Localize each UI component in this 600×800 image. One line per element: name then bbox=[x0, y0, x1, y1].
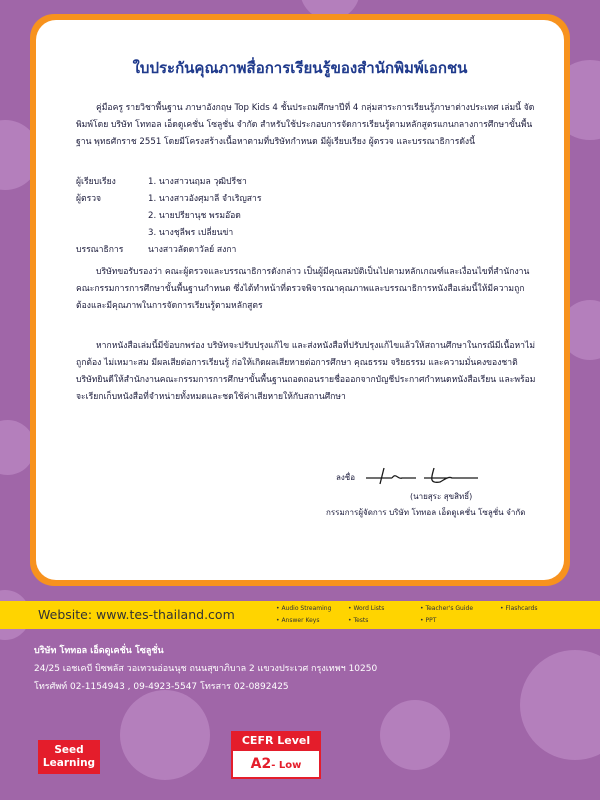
team-list bbox=[76, 174, 536, 259]
document-title: ใบประกันคุณภาพสื่อการเรียนรู้ของสำนักพิมพ์เอกชน bbox=[132, 59, 468, 77]
feature-item: • Teacher's Guide bbox=[420, 605, 473, 612]
cefr-level: A2- Low bbox=[231, 751, 321, 779]
feature-item: • Audio Streaming bbox=[276, 605, 331, 612]
signer-position: กรรมการผู้จัดการ บริษัท โททอล เอ็ดดูเคชั่น โซลูชั่น จำกัด bbox=[326, 508, 526, 517]
liability-paragraph: หากหนังสือเล่มนี้มีข้อบกพร่อง บริษัทจะปรับปรุงแก้ไข และส่งหนังสือที่ปรับปรุงแก้ไขแล้วให้สถานศึกษาในกรณีมีเนื้อหาไม่ถูกต้อง ไม่เหมาะสม มีผลเสียต่อการเรียนรู้ ก่อให้เกิดผลเสียหายต่อการศึกษา คุณธรรม จริยธรรม และความมั่นคงของชาติ บริษัทยินดีให้สำนักงานคณะกรรมการการศึกษาขั้นพื้นฐานถอดถอนรายชื่อออกจากบัญชีประกาศกำหนดหนังสือเรียน และพร้อมจะเรียกเก็บหนังสือที่จำหน่ายทั้งหมดและชดใช้ค่าเสียหายให้กับสถานศึกษา bbox=[76, 341, 536, 402]
sign-label: ลงชื่อ bbox=[336, 473, 356, 482]
team-row: ผู้ตรวจ 1. นางสาวอังศุมาลี จำเริญสาร bbox=[76, 194, 262, 204]
team-row: 3. นางชุลีพร เปลี่ยนข่า bbox=[148, 228, 234, 238]
signer-name: (นายสุระ สุขสิทธิ์) bbox=[410, 492, 473, 501]
feature-item: • Flashcards bbox=[500, 605, 537, 612]
feature-item: • Tests bbox=[348, 617, 368, 624]
feature-item: • Word Lists bbox=[348, 605, 384, 612]
feature-item: • Answer Keys bbox=[276, 617, 319, 624]
company-name: บริษัท โททอล เอ็ดดูเคชั่น โซลูชั่น bbox=[34, 646, 164, 656]
team-row: 2. นายปรียานุช พรมอ๊อด bbox=[148, 211, 241, 221]
cefr-label: CEFR Level bbox=[231, 731, 321, 751]
certificate-card bbox=[36, 20, 564, 580]
seed-learning-logo: Seed Learning bbox=[38, 740, 100, 774]
company-info bbox=[34, 642, 377, 696]
website-link[interactable]: Website: www.tes-thailand.com bbox=[38, 607, 235, 622]
website-bar bbox=[0, 601, 600, 629]
cefr-badge bbox=[231, 731, 321, 779]
intro-paragraph: คู่มือครู รายวิชาพื้นฐาน ภาษาอังกฤษ Top Kids 4 ชั้นประถมศึกษาปีที่ 4 กลุ่มสาระการเรียนรู้ภาษาต่างประเทศ เล่มนี้ จัดพิมพ์โดย บริษัท โททอล เอ็ดดูเคชั่น โซลูชั่น จำกัด สำหรับใช้ประกอบการจัดการเรียนรู้ตามหลักสูตรแกนกลางการศึกษาขั้นพื้นฐาน พุทธศักราช 2551 โดยมีโครงสร้างเนื้อหาตามที่บริษัทกำหนด มีผู้เรียบเรียง ผู้ตรวจ และบรรณาธิการดังนี้ bbox=[76, 103, 535, 147]
signature-mark bbox=[362, 464, 482, 488]
company-address: 24/25 เอชเคบี บิซพลัส วอเทวนอ่อนนุช ถนนสุขาภิบาล 2 แขวงประเวศ กรุงเทพฯ 10250 bbox=[34, 664, 378, 674]
team-row: บรรณาธิการ นางสาวลัดดาวัลย์ สงกา bbox=[76, 245, 237, 255]
certification-paragraph: บริษัทขอรับรองว่า คณะผู้ตรวจและบรรณาธิการดังกล่าว เป็นผู้มีคุณสมบัติเป็นไปตามหลักเกณฑ์และเงื่อนไขที่สำนักงานคณะกรรมการการศึกษาขั้นพื้นฐานกำหนด ซึ่งได้ทำหน้าที่ตรวจพิจารณาคุณภาพและบรรณาธิการหนังสือเล่มนี้ให้มีความถูกต้องและมีคุณภาพในการจัดการเรียนรู้ตามหลักสูตร bbox=[76, 267, 530, 311]
company-phone: โทรศัพท์ 02-1154943 , 09-4923-5547 โทรสาร 02-0892425 bbox=[34, 682, 289, 692]
feature-item: • PPT bbox=[420, 617, 436, 624]
team-row: ผู้เรียบเรียง 1. นางสาวนฤมล วุฒิปรีชา bbox=[76, 177, 247, 187]
